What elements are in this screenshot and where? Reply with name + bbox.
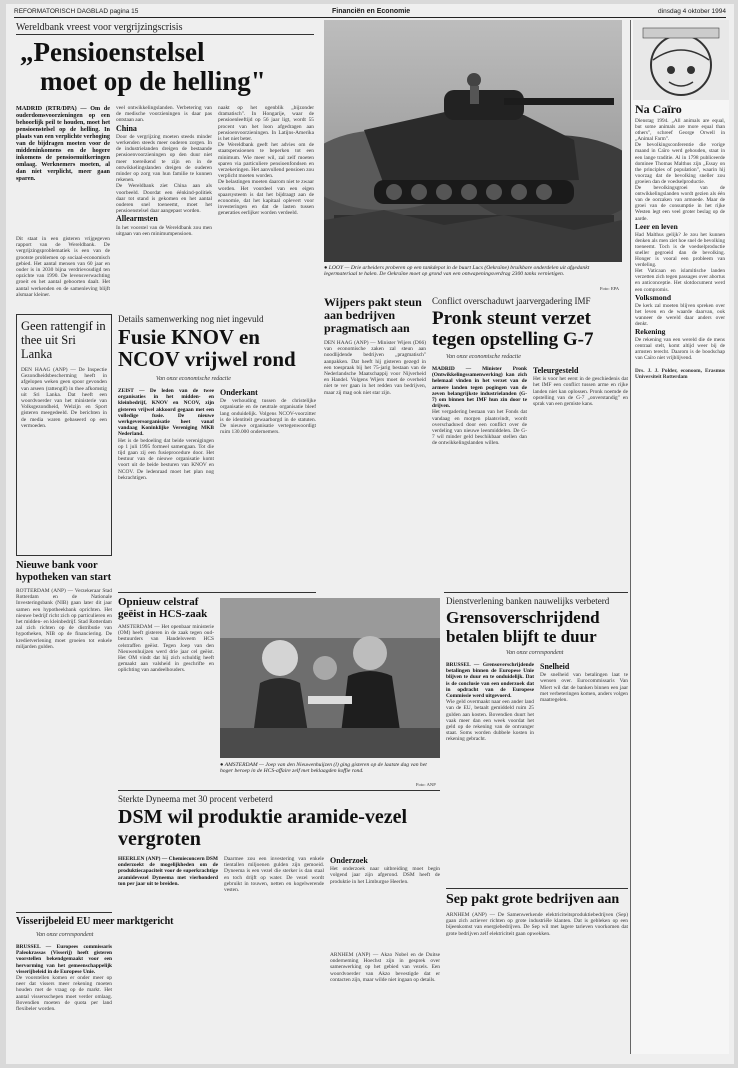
subhead: China — [116, 123, 137, 133]
article-lead: MADRID — Minister Pronk (Ontwikkelingssamenwerking) kan zich helemaal vinden in het verzet van de armere landen tegen pogingen van de zeven belangrijkste industrielanden (G-7) om binnen het IMF hun zin door te drijven. — [432, 366, 527, 410]
divider — [444, 592, 628, 593]
article-column — [116, 105, 212, 305]
column-body: Het Vaticaan en islamitische landen verzetten zich tegen passages over abortus en anticonceptie. Het slotdocument werd een compromis. — [635, 268, 725, 293]
headline: Sep pakt grote bedrijven aan — [446, 892, 620, 907]
divider — [118, 592, 316, 593]
article-column — [218, 105, 314, 305]
article-kicker: Sterkte Dyneema met 30 procent verbeterd — [118, 794, 273, 804]
divider — [446, 888, 628, 889]
article-column — [220, 388, 316, 588]
photo-caption — [324, 265, 622, 291]
article-kicker: Dienstverlening banken nauwelijks verbeterd — [446, 596, 610, 606]
article-body: De belastingen moeten daarom niet te zwaar worden. Het voordeel van een eigen spaarsysteem is dat het bijdraagt aan de economie, dat het kapitaal oplevert voor investeringen en dat de lasten tussen generaties eerlijker worden verdeeld. — [218, 179, 314, 217]
column-title: Na Caïro — [635, 102, 682, 116]
article-lead: MADRID (RTR/DPA) — Om de ouderdomsvoorzieningen op een behoorlijk peil te houden, moet het pensioenstelsel op de helling. In plaats van een verplichte verhoging van de bijdragen moeten voor de middeninkomens en de hogere inkomens de pensioenuitkeringen omlaag. Werknemers moeten, al dan niet verplicht, meer gaan sparen. — [16, 105, 110, 182]
subhead: Volksmond — [635, 292, 671, 302]
subhead: Rekening — [635, 327, 666, 337]
article-column — [16, 944, 112, 1044]
photo-caption — [220, 762, 440, 782]
subhead: Onderkant — [220, 388, 258, 397]
divider — [16, 912, 112, 913]
news-box — [16, 314, 112, 556]
box-headline: Geen rattengif in thee uit Sri Lanka — [21, 319, 106, 361]
headline-line: „Pensioenstelsel — [20, 37, 205, 67]
column-body: De rekening van een wereld die de mens centraal stelt, komt altijd weer bij de armsten terecht. Daarom is de boodschap van Caïro niet vrijblijvend. — [635, 337, 725, 362]
subhead: Allearmsten — [116, 214, 158, 224]
article-body: Het is de bedoeling dat beide verenigingen op 1 juli 1995 formeel samengaan. Tot die tijd gaan zij een fusieprocedure door. Het bestuur van de nieuwe organisatie komt voort uit de beide besturen van KNOV en NCOV. De ledenraad moet het plan nog bekrachtigen. — [118, 437, 214, 481]
article-body: Daarmee zou een investering van enkele tientallen miljoenen gulden zijn gemoeid. Dyneema is een vezel die sterker is dan staal en toch drijft op water. De vezel wordt gebruikt in touwen, netten en kogelwerende vesten. — [224, 856, 324, 894]
page-header — [14, 7, 726, 18]
column-body: Had Malthus gelijk? Je zou het kunnen denken als men ziet hoe snel de bevolking toeneemt. Toch is de voedselproductie sneller gegroeid dan de bevolking. Honger is vooral een probleem van verdeling. — [635, 231, 725, 269]
headline — [20, 38, 320, 96]
article-body: Het is voor het eerst in de geschiedenis dat het IMF een conflict tussen arme en rijke landen niet kan oplossen. Pronk noemde de opstelling van de G-7 „onverstandig" en sprak van een gemiste kans. — [533, 376, 628, 408]
headline: Nieuwe bank voor hypotheken van start — [16, 560, 112, 583]
article-body: De Wereldbank ziet China aan als voorbeeld. Doordat een éénkind-politiek daar tot stand is gekomen en het aantal ouderen snel toeneemt, moet het pensioenstelsel daar aangepast worden. — [116, 183, 212, 215]
article-kicker: Wereldbank vreest voor vergrijzingscrisis — [16, 22, 183, 33]
article-column — [432, 366, 527, 591]
article-lead: BRUSSEL — Europees commissaris Paleokrassas (Visserij) heeft gisteren voorstellen bekendgemaakt voor een hervorming van het gemeenschappelijk visserijbeleid in de Europese Unie. — [16, 944, 112, 975]
headline: Wijpers pakt steun aan bedrijven pragmatisch aan — [324, 295, 422, 335]
issue-date: dinsdag 4 oktober 1994 — [658, 8, 726, 15]
courtroom-photo — [220, 598, 440, 758]
article-column — [118, 388, 214, 588]
headline: Opnieuw celstraf geëist in HCS-zaak — [118, 596, 208, 620]
article-kicker: Details samenwerking nog niet ingevuld — [118, 314, 264, 324]
tank-photo-image — [324, 20, 622, 262]
column-text — [635, 118, 725, 1048]
headline: Grensoverschrijdend betalen blijft te duur — [446, 608, 600, 646]
photo-credit: Foto: ANP — [416, 782, 436, 787]
article-body: naakt op het ogenblik „bijzonder dramatisch". In Hongarije, waar de pensioenleeftijd op 56 jaar ligt, wordt 55 procent van het loon afgedragen aan pensioenvoorzieningen. In Latijns-Amerika is het niet beter. — [218, 105, 314, 143]
subhead: Leer en leven — [635, 221, 678, 231]
box-body: DEN HAAG (ANP) — De Inspectie Gezondheidsbescherming heeft in afgelopen weken geen spoor gevonden van arseen (rattengif) in thee afkomstig uit Sri Lanka. Dat heeft een woordvoerder van het ministerie van Volksgezondheid, Welzijn en Sport gisteren meegedeeld. De berichten in de media waren gebaseerd op een vermoeden. — [21, 367, 107, 429]
article-body: Het onderzoek naar uitbreiding moet begin volgend jaar zijn afgerond. DSM heeft de produktie in het Limburgse Heerlen. — [330, 866, 440, 885]
subhead: Teleurgesteld — [533, 366, 579, 375]
divider — [16, 34, 314, 35]
column-body: Dienstag 1994. „All animals are equal, but some animals are more equal than others", schreef George Orwell in „Animal Farm". — [635, 118, 725, 143]
article-kicker: Conflict overschaduwt jaarvergadering IMF — [432, 296, 591, 306]
article-body: De Wereldbank geeft het advies om de staatspensioenen te beperken tot een minimum. Wie meer wil, zal zelf moeten sparen via particuliere pensioenfondsen en verzekeringen. Het aanvullend pensioen zou verplicht moeten worden. — [218, 142, 314, 180]
headline-line: moet op de helling" — [40, 66, 266, 96]
article-body: Wie geld overmaakt naar een ander land van de EU, betaalt gemiddeld ruim 25 gulden aan kosten. Bovendien duurt het vaak meer dan een week voordat het geld op de rekening van de ontvanger staat. Soms worden dubbele kosten in rekening gebracht. — [446, 699, 534, 743]
byline: Van onze economische redactie — [446, 354, 521, 360]
caption-bullet: ● — [220, 762, 225, 768]
article-lead: BRUSSEL — Grensoverschrijdende betalingen binnen de Europese Unie blijven te duur en te onduidelijk. Dat is de conclusie van een onderzoek dat in opdracht van de Europese Commissie werd uitgevoerd. — [446, 662, 534, 700]
subhead: Onderzoek — [330, 856, 368, 865]
article-body: In het voorstel van de Wereldbank zou men uitgaan van een minimumpensioen. — [116, 224, 212, 237]
article-body: ARNHEM (ANP) — Akzo Nobel en de Duitse onderneming Hoechst zijn in gesprek over samenwerking op het gebied van vezels. Een woordvoerder van Akzo bevestigde dat er contacten zijn, maar wilde niet ingaan op details. — [330, 952, 440, 983]
subhead: Snelheid — [540, 662, 570, 671]
caption-bullet: ● — [324, 265, 329, 271]
article-body: De snelheid van betalingen laat te wensen over. Eurocommissaris Van Miert wil dat de banken binnen een jaar met verbeteringen komen, anders volgen maatregelen. — [540, 672, 628, 704]
byline: Van onze correspondent — [506, 650, 564, 656]
column-body: De bevolkingsconferentie die vorige maand in Caïro werd gehouden, staat in een lange traditie. Al in 1798 publiceerde dominee Thomas Malthus zijn „Essay on the principles of population", waarin hij voorzag dat de bevolking sneller zou groeien dan de voedselproductie. — [635, 142, 725, 185]
paper-name: REFORMATORISCH DAGBLAD pagina 15 — [14, 8, 139, 15]
headline: Fusie KNOV en NCOV vrijwel rond — [118, 325, 296, 371]
divider — [118, 790, 440, 791]
article-body: ROTTERDAM (ANP) — Verzekeraar Stad Rotterdam en de Nationale Investeringsbank (NIB) gaan later dit jaar samen een hypotheekbank oprichten. Het nieuwe bedrijf richt zich op particulieren en het midden- en kleinbedrijf. Stad Rotterdam zal zich richten op de distributie van hypotheken, NIB op de financiering. De kredietverlening moet groeien tot enkele miljarden gulden. — [16, 588, 112, 650]
article-column — [446, 662, 534, 884]
headline: DSM wil produktie aramide-vezel vergroten — [118, 806, 408, 850]
article-lead: ZEIST — De leden van de twee organisaties in het midden- en kleinbedrijf, KNOV en NCOV, zijn gisteren vrijwel akkoord gegaan met een volledige fusie. De nieuwe werkgeversorganisatie heet vanaf vandaag Koninklijke Vereniging MKB Nederland. — [118, 388, 214, 438]
section-title: Financiën en Economie — [332, 8, 411, 15]
article-body: Dit staat in een gisteren vrijgegeven rapport van de Wereldbank. De vergrijzingsproblematiek is een van de grootste problemen op sociaal-economisch gebied. Het aantal mensen van 60 jaar en ouder is in 2030 bijna verdrievoudigd ten opzichte van 1990. De levensverwachting groeit en het aantal geboorten daalt. Het aantal werkenden en de samenleving blijft alsmaar kleiner. — [16, 236, 110, 298]
tank-photo — [324, 20, 622, 262]
headline: Pronk steunt verzet tegen opstelling G-7 — [432, 308, 594, 350]
column-body: De bevolkingsgroei van de ontwikkelingslanden wordt gezien als één van de oorzaken van armoede. Maar de groei van de consumptie in het rijke Westen legt een veel groter beslag op de aarde. — [635, 185, 725, 222]
column-body: De kerk zal moeten blijven spreken over het leven en de waarde daarvan, ook wanneer de wereld daar anders over denkt. — [635, 302, 725, 327]
article-column — [540, 662, 628, 884]
article-body: De verhouding tussen de christelijke organisatie en de neutrale organisatie bleef lang onduidelijk. Volgens NCOV-voorzitter is de identiteit gewaarborgd in de statuten. De nieuwe organisatie vertegenwoordigt ruim 130.000 ondernemers. — [220, 398, 316, 436]
byline: Van onze economische redactie — [156, 376, 231, 382]
caption-text: AMSTERDAM — Joep van den Nieuwenhuijzen (l) ging gisteren op de laatste dag van het hoger beroep in de HCS-affaire zelf met beklaagden koffie rond. — [220, 762, 427, 775]
byline: Van onze correspondent — [36, 932, 94, 938]
article-body: De voorstellen komen er onder meer op neer dat vissers meer rekening moeten houden met de vraag op de markt. Het aantal vissersschepen moet verder omlaag. Bovendien moeten de quota per land flexibeler worden. — [16, 975, 112, 1013]
article-body: Het vergadering bestaan van het Fonds dat vandaag en morgen plaatsvindt, wordt overschaduwd door een conflict over de verdeling van nieuwe leenmiddelen. De G-7 wil minder geld beschikbaar stellen dan de ontwikkelingslanden willen. — [432, 409, 527, 447]
article-lead: HEERLEN (ANP) — Chemieconcern DSM onderzoekt de mogelijkheden om de produktiecapaciteit voor de superkrachtige aramidevezel Dyneema met vierhonderd ton per jaar uit te breiden. — [118, 856, 218, 887]
article-column — [533, 366, 628, 591]
article-body: AMSTERDAM — Het openbaar ministerie (OM) heeft gisteren in de zaak tegen oud-bestuurders van Handelsveem HCS celstraffen geëist. Tegen Joep van den Nieuwenhuijzen werd drie jaar cel geëist. Het OM vindt dat hij zich schuldig heeft gemaakt aan valsheid in geschrifte en oplichting van aandeelhouders. — [118, 624, 214, 674]
article-body: DEN HAAG (ANP) — Minister Wijers (D66) van economische zaken zal steun aan noodlijdende bedrijven „pragmatisch" aanpakken. Dat heeft hij gisteren gezegd in een toespraak bij het 75-jarig bestaan van de Nederlandsche Maatschappij voor Nijverheid en Handel. Volgens Wijers moet de overheid niet te ver gaan in het redden van bedrijven, maar zij mag ook niet star zijn. — [324, 340, 426, 396]
column-sidebar — [630, 20, 729, 1054]
cartoon-illustration — [633, 20, 729, 100]
courtroom-photo-image — [220, 598, 440, 758]
article-body: ARNHEM (ANP) — De Samenwerkende elektriciteitsproduktiebedrijven (Sep) gaan zich actiever richten op grote industriële klanten. Dat is gebleken op een bijeenkomst van energiebedrijven. De Sep wil met lagere tarieven voorkomen dat grote bedrijven zelf elektriciteit gaan opwekken. — [446, 912, 628, 937]
caption-text: LOOY — Drie arbeiders proberen op een tankdepot in de buurt Lucs (Oekraïne) bruikbare onderdelen uit afgedankt legermateriaal te halen. De Oekraïne moet op grond van een ontwapeningsverdrag 2300 tanks vernietigen. — [324, 265, 590, 278]
article-column — [330, 856, 440, 946]
article-body: Door de vergrijzing moeten steeds minder werkenden steeds meer ouderen zorgen. In de industrielanden dreigen de bestaande pensioenvoorzieningen op den duur niet meer toereikend te zijn en in de ontwikkelingslanden dreigen de ouderen minder op zorg van hun familie te kunnen rekenen. — [116, 133, 212, 184]
article-column — [118, 856, 218, 1036]
column-author: Drs. J. J. Polder, econoom, Erasmus Universiteit Rotterdam — [635, 367, 725, 380]
newspaper-page — [6, 4, 734, 1064]
headline: Visserijbeleid EU meer marktgericht — [16, 916, 174, 927]
photo-credit: Foto: EPA — [600, 286, 620, 291]
article-body: veel ontwikkelingslanden. Verbetering van de medische voorzieningen is daar pas ontstaan aan. — [116, 105, 212, 124]
